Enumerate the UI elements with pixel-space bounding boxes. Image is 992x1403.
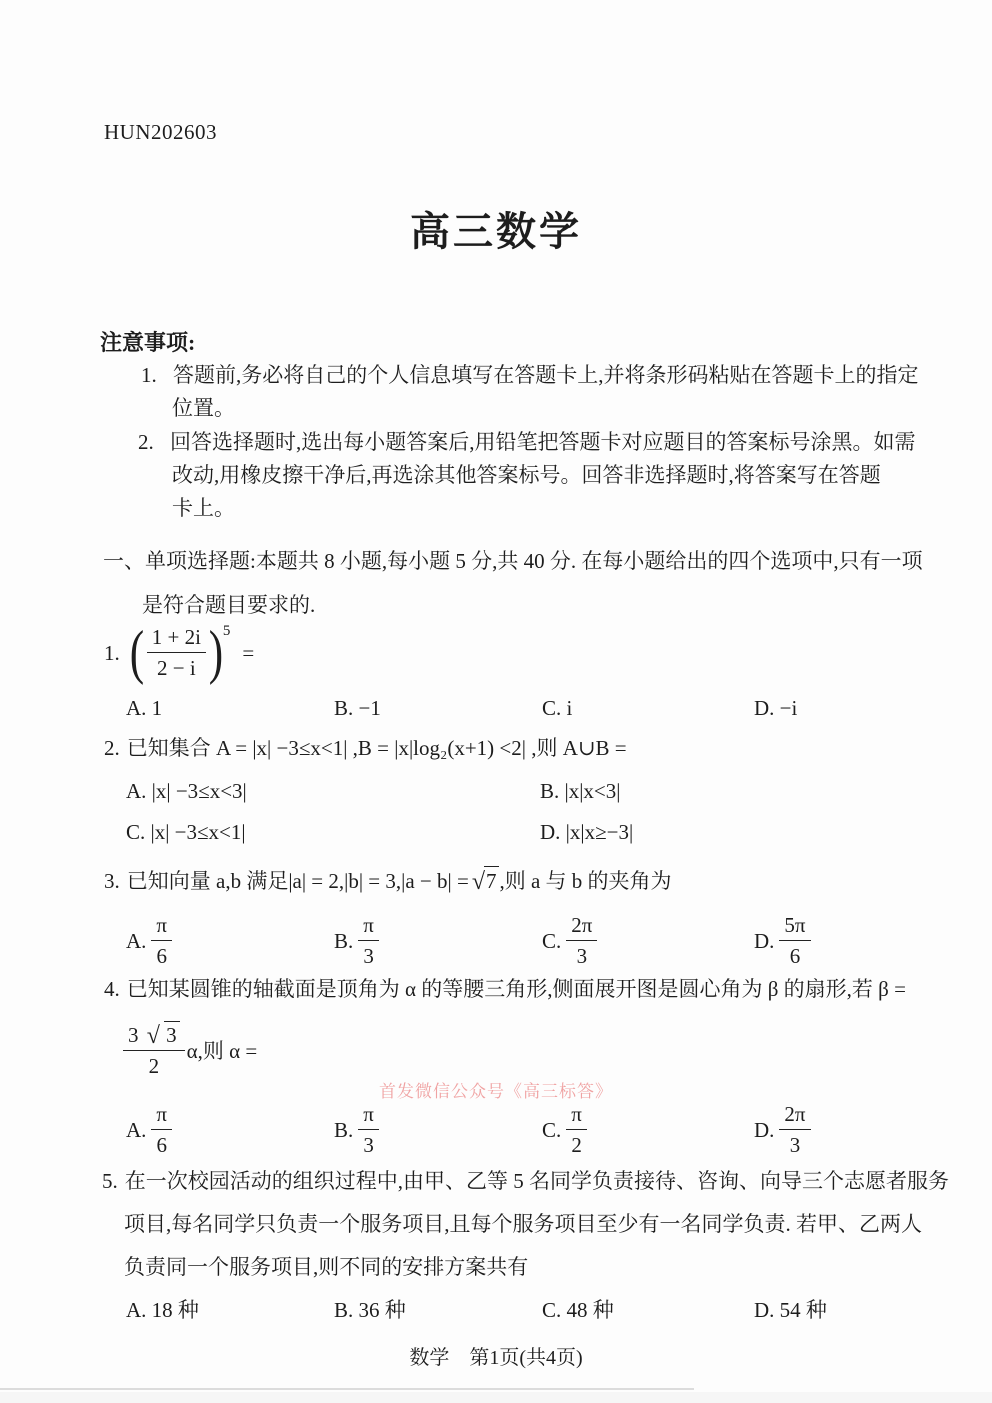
- question-2-option-c: C. |x| −3≤x<1|: [126, 820, 246, 844]
- fraction-denominator: 6: [151, 1129, 172, 1158]
- question-3-number: 3.: [104, 869, 120, 893]
- option-label: D.: [754, 1117, 775, 1142]
- open-paren: (: [129, 619, 144, 686]
- question-5-option-b: B. 36 种: [334, 1298, 406, 1322]
- section-header-line-1: 一、单项选择题:本题共 8 小题,每小题 5 分,共 40 分. 在每小题给出的四个选项中,只有一项: [103, 549, 923, 573]
- fraction-denominator: 3: [566, 940, 597, 969]
- fraction-numerator: π: [363, 913, 374, 937]
- radical-sign: √: [471, 869, 485, 895]
- question-1-fraction: [147, 624, 206, 682]
- notice-2-line-1: [138, 429, 916, 455]
- question-3-text-post: ,则 a 与 b 的夹角为: [499, 869, 672, 893]
- question-5-option-d: D. 54 种: [754, 1298, 827, 1322]
- fraction-denominator: 6: [151, 940, 172, 969]
- question-4-option-d: [754, 1101, 811, 1159]
- question-4-stem-line-2: [123, 1022, 257, 1080]
- paper-code: HUN202603: [104, 120, 217, 144]
- option-fraction: [358, 912, 379, 970]
- question-3-text-pre: 已知向量 a,b 满足|a| = 2,|b| = 3,|a − b| =: [126, 869, 469, 893]
- option-fraction: [358, 1101, 379, 1159]
- question-2-stem: [104, 735, 627, 761]
- notice-2-number: 2.: [138, 430, 154, 454]
- question-5-stem-line-1: [102, 1168, 949, 1194]
- question-4-text-2: α,则 α =: [186, 1038, 258, 1063]
- question-2-option-d: D. |x|x≥−3|: [540, 820, 634, 844]
- fraction-numerator: 1 + 2i: [151, 625, 201, 649]
- option-fraction: [779, 1101, 810, 1159]
- option-label: A.: [126, 928, 147, 953]
- fraction-numerator: 2π: [571, 913, 593, 937]
- fraction-denominator: 3: [358, 940, 379, 969]
- fraction-denominator: 2: [123, 1050, 185, 1079]
- radical-sign: √: [146, 1023, 160, 1049]
- fraction-denominator: 2 − i: [147, 652, 206, 681]
- fraction-denominator: 2: [566, 1129, 587, 1158]
- option-label: D.: [754, 928, 775, 953]
- question-5-stem-line-2: 项目,每名同学只负责一个服务项目,且每个服务项目至少有一名同学负责. 若甲、乙两人: [124, 1212, 922, 1236]
- question-4-number: 4.: [104, 977, 120, 1001]
- question-1-option-b: B. −1: [334, 696, 381, 720]
- option-fraction: [779, 912, 810, 970]
- notices-heading: 注意事项:: [100, 330, 196, 355]
- close-paren: ): [208, 619, 224, 686]
- question-5-number: 5.: [102, 1169, 118, 1193]
- fraction-numerator: 5π: [784, 913, 806, 937]
- question-4-stem-line-1: [104, 976, 906, 1002]
- question-2-text: 已知集合 A = |x| −3≤x<1| ,B = |x|log₂(x+1) <2| ,则 A∪B =: [126, 736, 627, 760]
- scan-bottom-strip: [0, 1392, 992, 1403]
- page-footer: 数学 第1页(共4页): [409, 1347, 583, 1369]
- fraction-numerator: π: [156, 1102, 168, 1126]
- question-1-stem: [104, 619, 255, 686]
- notice-2-text-1: 回答选择题时,选出每小题答案后,用铅笔把答题卡对应题目的答案标号涂黑。如需: [170, 430, 916, 454]
- notice-2-line-3: 卡上。: [172, 496, 235, 520]
- question-3-option-a: [126, 912, 172, 970]
- question-4-option-b: [334, 1101, 379, 1159]
- option-fraction: [566, 1101, 587, 1159]
- exponent: 5: [222, 623, 231, 639]
- option-label: C.: [542, 928, 562, 953]
- watermark: 首发微信公众号《高三标答》: [379, 1082, 613, 1101]
- sqrt-expression: [469, 866, 500, 894]
- fraction-numerator: [123, 1022, 185, 1050]
- question-1-option-d: D. −i: [754, 696, 798, 720]
- question-3-option-b: [334, 912, 379, 970]
- question-4-option-c: [542, 1101, 587, 1159]
- question-4-text-1: 已知某圆锥的轴截面是顶角为 α 的等腰三角形,侧面展开图是圆心角为 β 的扇形,若 β =: [126, 977, 906, 1001]
- fraction-denominator: 3: [779, 1129, 810, 1158]
- option-fraction: [566, 912, 597, 970]
- option-label: A.: [126, 1117, 147, 1142]
- fraction-denominator: 3: [358, 1129, 379, 1158]
- option-label: B.: [334, 928, 354, 953]
- notice-1-text-1: 答题前,务必将自己的个人信息填写在答题卡上,并将条形码粘贴在答题卡上的指定: [173, 363, 919, 387]
- fraction-numerator: π: [363, 1102, 374, 1126]
- notice-1-line-1: [141, 362, 919, 388]
- notice-1-number: 1.: [141, 363, 157, 387]
- notice-2-line-2: 改动,用橡皮擦干净后,再选涂其他答案标号。回答非选择题时,将答案写在答题: [172, 463, 881, 487]
- question-1-number: 1.: [104, 640, 120, 665]
- scan-edge-line: [0, 1388, 694, 1390]
- question-4-option-a: [126, 1101, 172, 1159]
- question-3-stem: [104, 866, 672, 894]
- page-title: 高三数学: [410, 209, 582, 254]
- question-5-stem-line-3: 负责同一个服务项目,则不同的安排方案共有: [124, 1255, 529, 1279]
- question-5-option-c: C. 48 种: [542, 1298, 614, 1322]
- fraction-numerator: 2π: [784, 1102, 806, 1126]
- option-label: B.: [334, 1117, 354, 1142]
- fraction-numerator: π: [571, 1102, 582, 1126]
- fraction-denominator: 6: [779, 940, 810, 969]
- question-2-number: 2.: [104, 736, 120, 760]
- radicand: 7: [484, 866, 500, 894]
- question-1-option-c: C. i: [542, 696, 573, 720]
- coefficient: 3: [128, 1023, 139, 1047]
- option-label: C.: [542, 1117, 562, 1142]
- notice-1-line-2: 位置。: [172, 396, 235, 420]
- question-1-option-a: A. 1: [126, 696, 163, 720]
- fraction-numerator: π: [156, 913, 168, 937]
- question-5-text-1: 在一次校园活动的组织过程中,由甲、乙等 5 名同学负责接待、咨询、向导三个志愿者服务: [124, 1169, 949, 1193]
- question-2-option-a: A. |x| −3≤x<3|: [126, 779, 247, 803]
- section-header-line-2: 是符合题目要求的.: [142, 593, 316, 617]
- question-4-fraction: [123, 1022, 185, 1080]
- question-3-option-d: [754, 912, 811, 970]
- radicand: 3: [164, 1021, 180, 1047]
- question-3-option-c: [542, 912, 597, 970]
- option-fraction: [151, 1101, 172, 1159]
- question-5-option-a: A. 18 种: [126, 1298, 199, 1322]
- option-fraction: [151, 912, 172, 970]
- question-2-option-b: B. |x|x<3|: [540, 779, 621, 803]
- equals-sign: =: [242, 640, 255, 665]
